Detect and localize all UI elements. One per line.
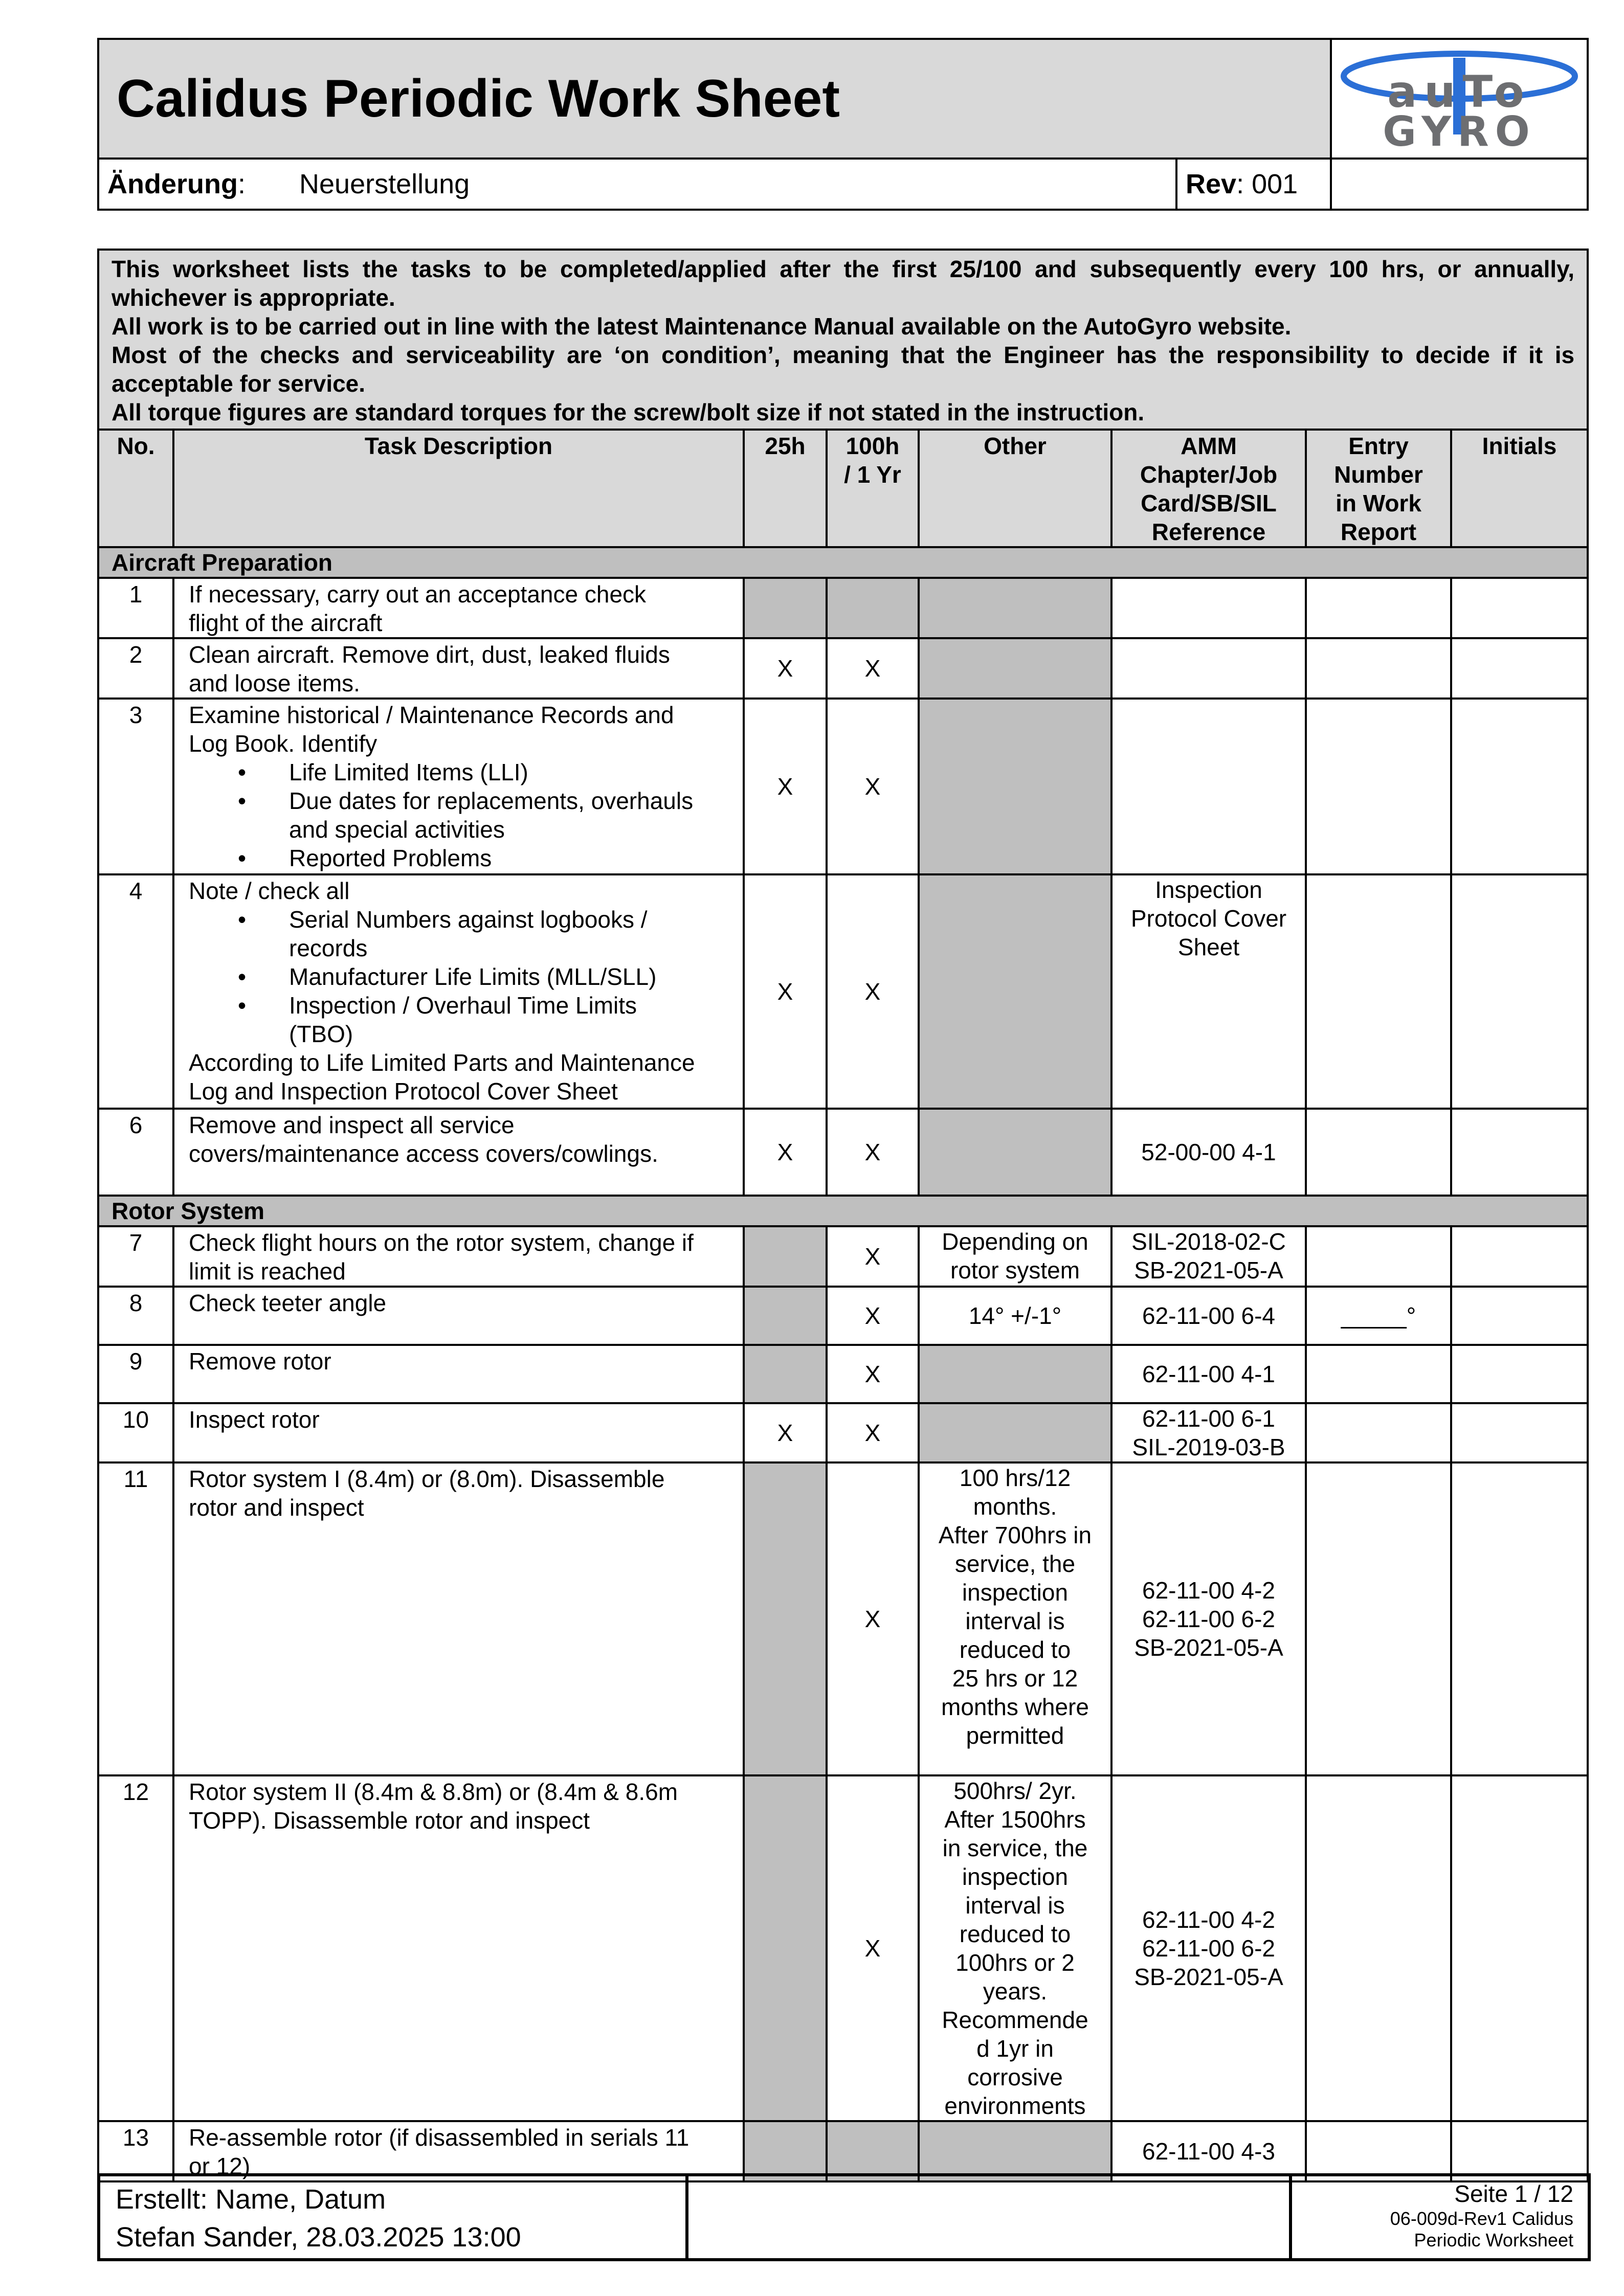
table-cell[interactable] [1306, 1403, 1451, 1462]
document-header [97, 38, 1589, 211]
cell-text: • Manufacturer Life Limits (MLL/SLL) [189, 962, 738, 991]
table-row [98, 699, 1588, 874]
cell-text: Number [1334, 461, 1423, 488]
cell-text: and loose items. [189, 670, 360, 696]
table-cell [919, 1109, 1111, 1196]
table-cell[interactable] [1451, 1403, 1588, 1462]
table-cell [173, 638, 744, 699]
col-other: Other [919, 430, 1111, 547]
cell-text: Note / check all [189, 877, 350, 904]
table-cell: 3 [98, 699, 173, 874]
cell-text: 500hrs/ 2yr. [953, 1777, 1077, 1804]
cell-text: 62-11-00 4-2 [1142, 1577, 1275, 1604]
intro-line: All work is to be carried out in line with the latest Maintenance Manual available on the AutoGyro website. [112, 313, 1292, 340]
table-cell: 13 [98, 2121, 173, 2181]
change-cell: Änderung: Neuerstellung [98, 159, 1176, 210]
col-initials: Initials [1451, 430, 1588, 547]
cell-text: permitted [966, 1722, 1064, 1749]
cell-text [189, 786, 738, 844]
cell-text: SIL-2018-02-C [1131, 1228, 1286, 1255]
cell-text: interval is [965, 1608, 1065, 1634]
cell-text: 62-11-00 4-2 [1142, 1906, 1275, 1933]
table-cell [919, 578, 1111, 638]
col-task: Task Description [173, 430, 744, 547]
table-cell[interactable] [1451, 699, 1588, 874]
table-cell[interactable] [1451, 1109, 1588, 1196]
work-sheet-table [97, 249, 1589, 2182]
table-cell [744, 1287, 827, 1345]
table-cell[interactable] [1306, 1226, 1451, 1287]
table-cell: X [827, 1462, 919, 1775]
cell-text: Rotor system II (8.4m & 8.8m) or (8.4m & 8.6m [189, 1779, 678, 1805]
table-row [98, 2121, 1588, 2181]
cell-text: Remove and inspect all service [189, 1112, 515, 1138]
table-cell [173, 1109, 744, 1196]
cell-text: • Serial Numbers against logbooks / [289, 906, 648, 933]
page-number: Seite 1 / 12 [1454, 2180, 1573, 2207]
cell-text: environments [944, 2092, 1086, 2119]
table-cell: 62-11-00 6-4 [1111, 1287, 1306, 1345]
table-cell [827, 578, 919, 638]
table-cell[interactable] [1451, 1775, 1588, 2121]
cell-text: Log and Inspection Protocol Cover Sheet [189, 1078, 618, 1105]
rev-value: 001 [1252, 169, 1298, 199]
page-info-cell [1291, 2175, 1589, 2260]
table-cell: 6 [98, 1109, 173, 1196]
table-cell: Check teeter angle [173, 1287, 744, 1345]
table-cell: X [827, 1345, 919, 1403]
table-row [98, 1345, 1588, 1403]
cell-text: • Inspection / Overhaul Time Limits [289, 992, 637, 1019]
cell-text: 100hrs or 2 [955, 1949, 1075, 1976]
cell-text: Inspection [1155, 876, 1262, 903]
table-cell[interactable] [1451, 578, 1588, 638]
table-cell [1111, 699, 1306, 874]
table-cell[interactable] [1451, 1287, 1588, 1345]
cell-text: years. [983, 1978, 1048, 2005]
table-row [98, 1287, 1588, 1345]
col-100h [827, 430, 919, 547]
table-row [98, 1226, 1588, 1287]
cell-text: 25 hrs or 12 [952, 1665, 1078, 1692]
cell-text: • Due dates for replacements, overhauls [289, 787, 694, 814]
table-cell: X [744, 699, 827, 874]
table-cell[interactable] [1306, 874, 1451, 1109]
table-cell [919, 2121, 1111, 2181]
table-cell: X [744, 1403, 827, 1462]
table-cell [173, 699, 744, 874]
table-cell: 2 [98, 638, 173, 699]
cell-text: interval is [965, 1892, 1065, 1919]
teeter-angle-entry[interactable]: _____° [1306, 1287, 1451, 1345]
table-cell[interactable] [1306, 578, 1451, 638]
cell-text: / 1 Yr [844, 461, 901, 488]
cell-text: Rotor system I (8.4m) or (8.0m). Disassemble [189, 1466, 665, 1492]
cell-text: service, the [954, 1550, 1076, 1577]
table-cell [919, 699, 1111, 874]
document-id: 06-009d-Rev1 Calidus [1390, 2208, 1573, 2229]
col-entry [1306, 430, 1451, 547]
rev-cell: Rev: 001 [1176, 159, 1331, 210]
table-row [98, 1462, 1588, 1775]
cell-text: • Life Limited Items (LLI) [189, 758, 738, 786]
table-cell [1111, 638, 1306, 699]
table-cell [173, 1226, 744, 1287]
rev-label: Rev [1186, 169, 1237, 199]
header-empty-cell [1331, 159, 1588, 210]
table-cell: X [744, 874, 827, 1109]
intro-notes [98, 250, 1588, 430]
cell-text: AMM [1181, 433, 1237, 459]
table-cell[interactable] [1451, 2121, 1588, 2181]
table-cell [744, 2121, 827, 2181]
created-value: Stefan Sander, 28.03.2025 13:00 [116, 2222, 521, 2253]
cell-text: Sheet [1177, 934, 1240, 960]
table-cell: 9 [98, 1345, 173, 1403]
cell-text: rotor system [950, 1257, 1080, 1284]
table-cell: Rotor System [98, 1196, 1588, 1226]
intro-line: This worksheet lists the tasks to be completed/applied after the first 25/100 and subsequently every 100 hrs, or annually, whichever is appropriate. [112, 256, 1575, 311]
cell-text: d 1yr in [976, 2035, 1054, 2062]
table-cell[interactable] [1306, 638, 1451, 699]
table-row [98, 1403, 1588, 1462]
table-cell [827, 2121, 919, 2181]
table-cell: 62-11-00 4-3 [1111, 2121, 1306, 2181]
cell-text: SB-2021-05-A [1134, 1964, 1283, 1990]
col-amm [1111, 430, 1306, 547]
table-cell [919, 874, 1111, 1109]
autogyro-logo [1331, 39, 1588, 159]
table-cell [1111, 1462, 1306, 1775]
cell-text: 100 hrs/12 [959, 1465, 1071, 1491]
document-footer [97, 2173, 1591, 2261]
cell-text: reduced to [959, 1636, 1071, 1663]
table-cell [173, 2121, 744, 2181]
cell-text: Depending on [942, 1228, 1088, 1255]
cell-text: months where [941, 1694, 1089, 1720]
cell-text: Log Book. Identify [189, 730, 377, 757]
cell-text: After 700hrs in [938, 1522, 1092, 1548]
table-cell: X [827, 1109, 919, 1196]
cell-text: in Work [1336, 490, 1421, 516]
table-row [98, 638, 1588, 699]
intro-line: All torque figures are standard torques for the screw/bolt size if not stated in the instruction. [112, 399, 1145, 425]
cell-text: 62-11-00 6-1 [1142, 1405, 1275, 1432]
autogyro-logo-icon [1337, 40, 1582, 155]
table-cell [1111, 1775, 1306, 2121]
cell-text: Report [1340, 519, 1417, 545]
table-cell[interactable] [1306, 1462, 1451, 1775]
table-cell [744, 1462, 827, 1775]
cell-text: months. [973, 1493, 1057, 1520]
table-cell [1111, 874, 1306, 1109]
table-row [98, 1775, 1588, 2121]
table-cell: X [827, 1775, 919, 2121]
cell-text: inspection [962, 1579, 1069, 1606]
table-cell [744, 1775, 827, 2121]
document-name: Periodic Worksheet [1414, 2230, 1573, 2250]
table-cell [173, 874, 744, 1109]
cell-text: Card/SB/SIL [1141, 490, 1277, 516]
table-cell[interactable] [1451, 1462, 1588, 1775]
table-cell[interactable] [1451, 1226, 1588, 1287]
cell-text: TOPP). Disassemble rotor and inspect [189, 1807, 590, 1834]
cell-text: Reference [1151, 519, 1266, 545]
cell-text: Re-assemble rotor (if disassembled in serials 11 [189, 2124, 689, 2151]
cell-text: in service, the [942, 1835, 1088, 1861]
table-cell[interactable] [1306, 1109, 1451, 1196]
table-cell[interactable] [1306, 1775, 1451, 2121]
table-cell [919, 1345, 1111, 1403]
cell-text: SIL-2019-03-B [1132, 1434, 1285, 1460]
table-cell [1111, 1226, 1306, 1287]
table-cell: 11 [98, 1462, 173, 1775]
cell-text: • Reported Problems [189, 844, 738, 872]
table-cell: X [827, 1287, 919, 1345]
cell-text: corrosive [967, 2064, 1063, 2090]
cell-text: SB-2021-05-A [1134, 1634, 1283, 1661]
table-cell[interactable] [1306, 1345, 1451, 1403]
table-row [98, 874, 1588, 1109]
table-cell: 7 [98, 1226, 173, 1287]
cell-text: According to Life Limited Parts and Maintenance [189, 1049, 695, 1076]
table-cell: Aircraft Preparation [98, 547, 1588, 578]
table-cell: Remove rotor [173, 1345, 744, 1403]
table-cell [173, 1775, 744, 2121]
cell-text: 62-11-00 6-2 [1142, 1606, 1275, 1632]
table-cell: 12 [98, 1775, 173, 2121]
cell-text [189, 905, 738, 962]
cell-text: After 1500hrs [944, 1806, 1086, 1833]
table-cell [173, 578, 744, 638]
cell-text: If necessary, carry out an acceptance check [189, 581, 647, 607]
table-cell[interactable] [1306, 699, 1451, 874]
cell-text [189, 991, 738, 1048]
table-cell: X [827, 874, 919, 1109]
column-header-row [98, 430, 1588, 547]
table-cell [744, 578, 827, 638]
cell-text: (TBO) [289, 1021, 353, 1047]
cell-text: records [289, 935, 368, 961]
cell-text: covers/maintenance access covers/cowlings. [189, 1140, 658, 1167]
change-label: Änderung [107, 169, 238, 199]
table-cell: X [744, 638, 827, 699]
col-25h: 25h [744, 430, 827, 547]
cell-text: reduced to [959, 1921, 1071, 1947]
table-cell[interactable] [1306, 2121, 1451, 2181]
col-no: No. [98, 430, 173, 547]
cell-text: inspection [962, 1863, 1069, 1890]
cell-text: 62-11-00 6-2 [1142, 1935, 1275, 1962]
table-row [98, 1109, 1588, 1196]
logo-word-bottom: GYRO [1383, 107, 1536, 155]
cell-text: Examine historical / Maintenance Records and [189, 702, 674, 728]
table-cell [919, 1775, 1111, 2121]
section-rotor-system [98, 1196, 1588, 1226]
table-cell: Inspect rotor [173, 1403, 744, 1462]
table-cell: 52-00-00 4-1 [1111, 1109, 1306, 1196]
table-row [98, 578, 1588, 638]
cell-text: flight of the aircraft [189, 610, 383, 636]
table-cell [744, 1345, 827, 1403]
document-title: Calidus Periodic Work Sheet [98, 39, 1331, 159]
table-cell [919, 1226, 1111, 1287]
table-cell: X [827, 1403, 919, 1462]
cell-text: SB-2021-05-A [1134, 1257, 1283, 1284]
table-cell[interactable] [1451, 1345, 1588, 1403]
change-value: Neuerstellung [299, 169, 470, 199]
table-cell [744, 1226, 827, 1287]
table-cell: X [744, 1109, 827, 1196]
table-cell: 8 [98, 1287, 173, 1345]
footer-empty-cell [687, 2175, 1291, 2260]
created-label: Erstellt: Name, Datum [116, 2184, 386, 2215]
cell-text: Clean aircraft. Remove dirt, dust, leaked fluids [189, 641, 670, 668]
section-aircraft-preparation [98, 547, 1588, 578]
table-cell[interactable] [1451, 874, 1588, 1109]
cell-text: Entry [1348, 433, 1409, 459]
table-cell: 1 [98, 578, 173, 638]
logo-word-top: auTo [1387, 66, 1531, 118]
cell-text: limit is reached [189, 1258, 346, 1285]
cell-text: Protocol Cover [1130, 905, 1287, 932]
cell-text: Recommende [942, 2007, 1088, 2033]
table-cell [173, 1462, 744, 1775]
table-cell [1111, 1403, 1306, 1462]
table-cell: X [827, 1226, 919, 1287]
table-cell: X [827, 699, 919, 874]
table-cell [919, 1403, 1111, 1462]
table-cell: 10 [98, 1403, 173, 1462]
intro-line: Most of the checks and serviceability are ‘on condition’, meaning that the Engineer has the responsibility to decide if it is acceptable for service. [112, 342, 1575, 397]
table-cell [919, 638, 1111, 699]
cell-text: and special activities [289, 816, 505, 843]
table-cell [1111, 578, 1306, 638]
created-cell [99, 2175, 687, 2260]
cell-text: Check flight hours on the rotor system, change if [189, 1229, 694, 1256]
cell-text: Chapter/Job [1140, 461, 1278, 488]
table-cell: 62-11-00 4-1 [1111, 1345, 1306, 1403]
table-cell: X [827, 638, 919, 699]
cell-text: 100h [846, 433, 900, 459]
table-cell[interactable] [1451, 638, 1588, 699]
table-cell [919, 1462, 1111, 1775]
table-cell: 14° +/-1° [919, 1287, 1111, 1345]
cell-text: or 12) [189, 2153, 251, 2179]
cell-text: rotor and inspect [189, 1494, 364, 1521]
table-cell: 4 [98, 874, 173, 1109]
